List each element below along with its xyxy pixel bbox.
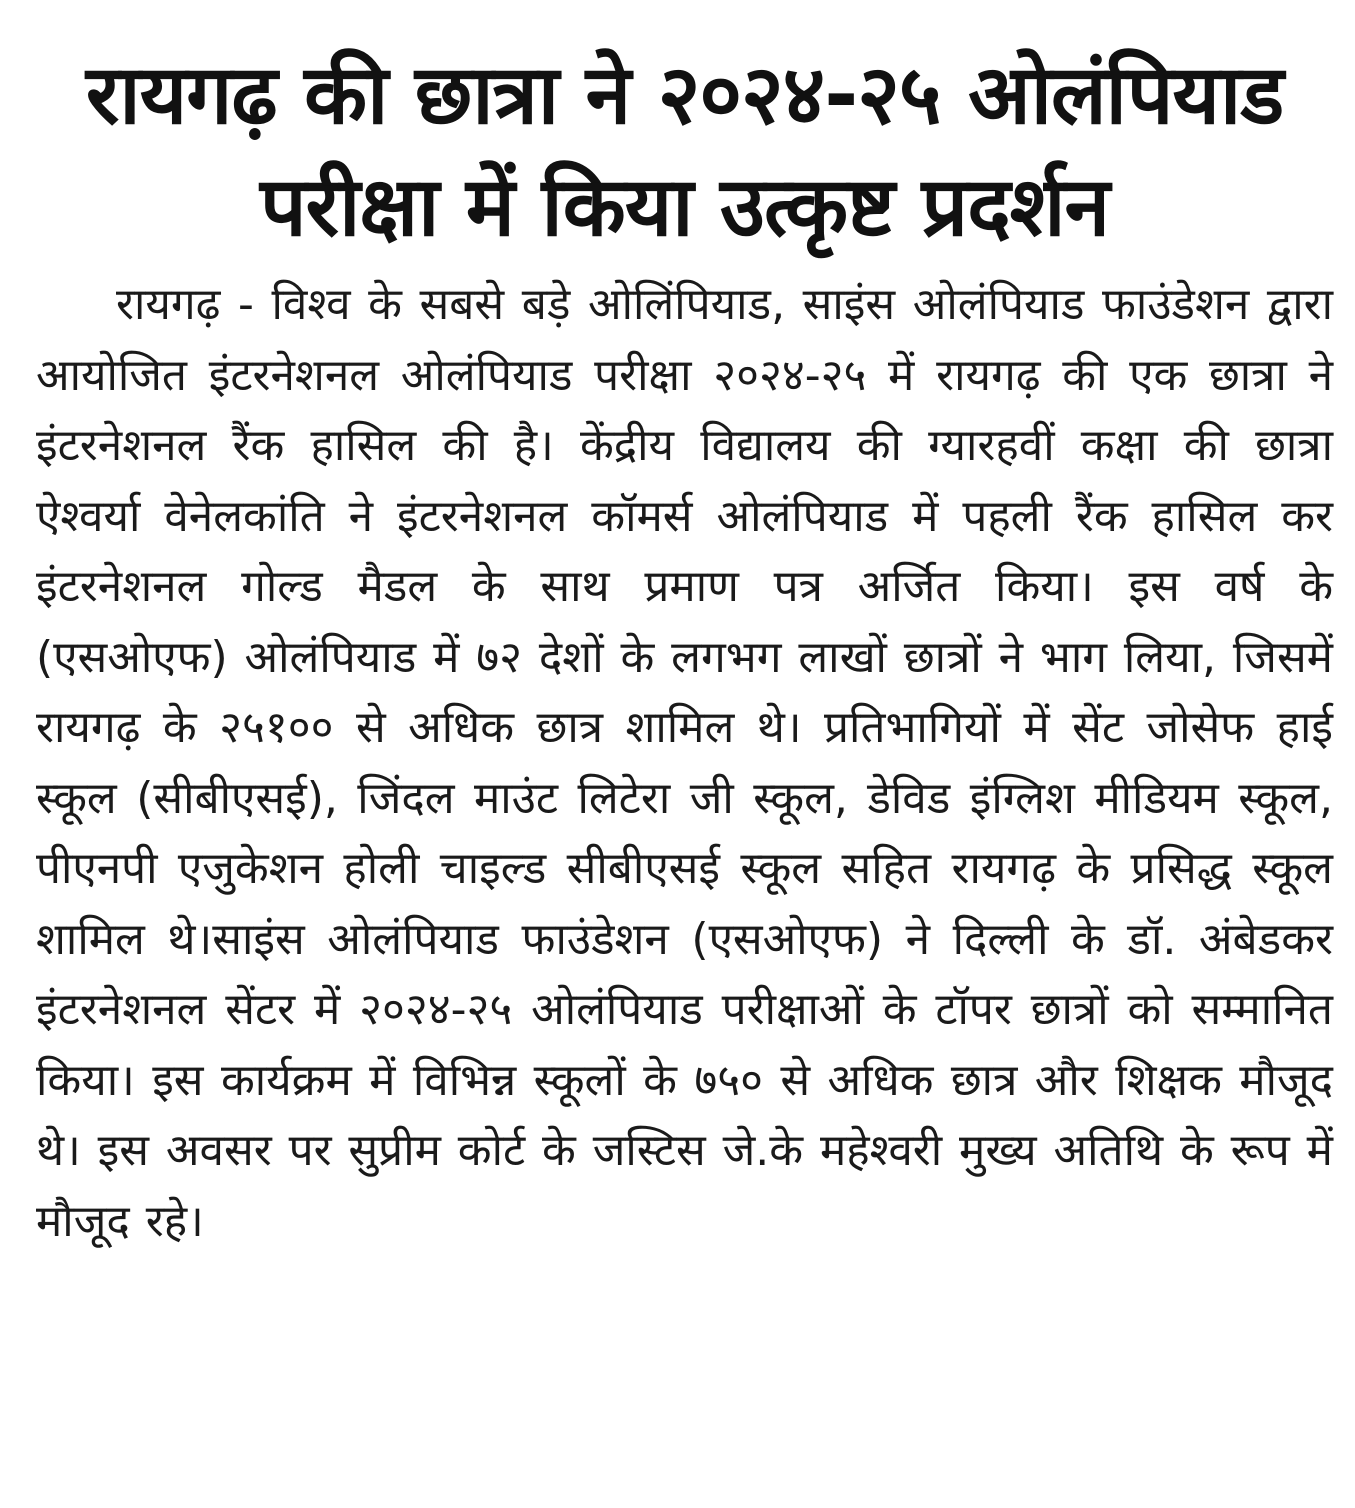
article-body: रायगढ़ - विश्व के सबसे बड़े ओलिंपियाड, साइंस ओलंपियाड फाउंडेशन द्वारा आयोजित इंटरनेशनल ओलंपियाड परीक्षा २०२४-२५ में रायगढ़ की एक छात्रा ने इंटरनेशनल रैंक हासिल की है। केंद्रीय विद्यालय की ग्यारहवीं कक्षा की छात्रा ऐश्वर्या वेनेलकांति ने इंटरनेशनल कॉमर्स ओलंपियाड में पहली रैंक हासिल कर इंटरनेशनल गोल्ड मैडल के साथ प्रमाण पत्र अर्जित किया। इस वर्ष के (एसओएफ) ओलंपियाड में ७२ देशों के लगभग लाखों छात्रों ने भाग लिया, जिसमें रायगढ़ के २५१०० से अधिक छात्र शामिल थे। प्रतिभागियों में सेंट जोसेफ हाई स्कूल (सीबीएसई), जिंदल माउंट लिटेरा जी स्कूल, डेविड इंग्लिश मीडियम स्कूल, पीएनपी एजुकेशन होली चाइल्ड सीबीएसई स्कूल सहित रायगढ़ के प्रसिद्ध स्कूल शामिल थे।साइंस ओलंपियाड फाउंडेशन (एसओएफ) ने दिल्ली के डॉ. अंबेडकर इंटरनेशनल सेंटर में २०२४-२५ ओलंपियाड परीक्षाओं के टॉपर छात्रों को सम्मानित किया। इस कार्यक्रम में विभिन्न स्कूलों के ७५० से अधिक छात्र और शिक्षक मौजूद थे। इस अवसर पर सुप्रीम कोर्ट के जस्टिस जे.के महेश्वरी मुख्य अतिथि के रूप में मौजूद रहे। xyxy=(36,279,1333,1247)
headline-line-2: परीक्षा में किया उत्कृष्ट प्रदर्शन xyxy=(259,160,1110,255)
headline-line-1: रायगढ़ की छात्रा ने २०२४-२५ ओलंपियाड xyxy=(85,48,1284,143)
